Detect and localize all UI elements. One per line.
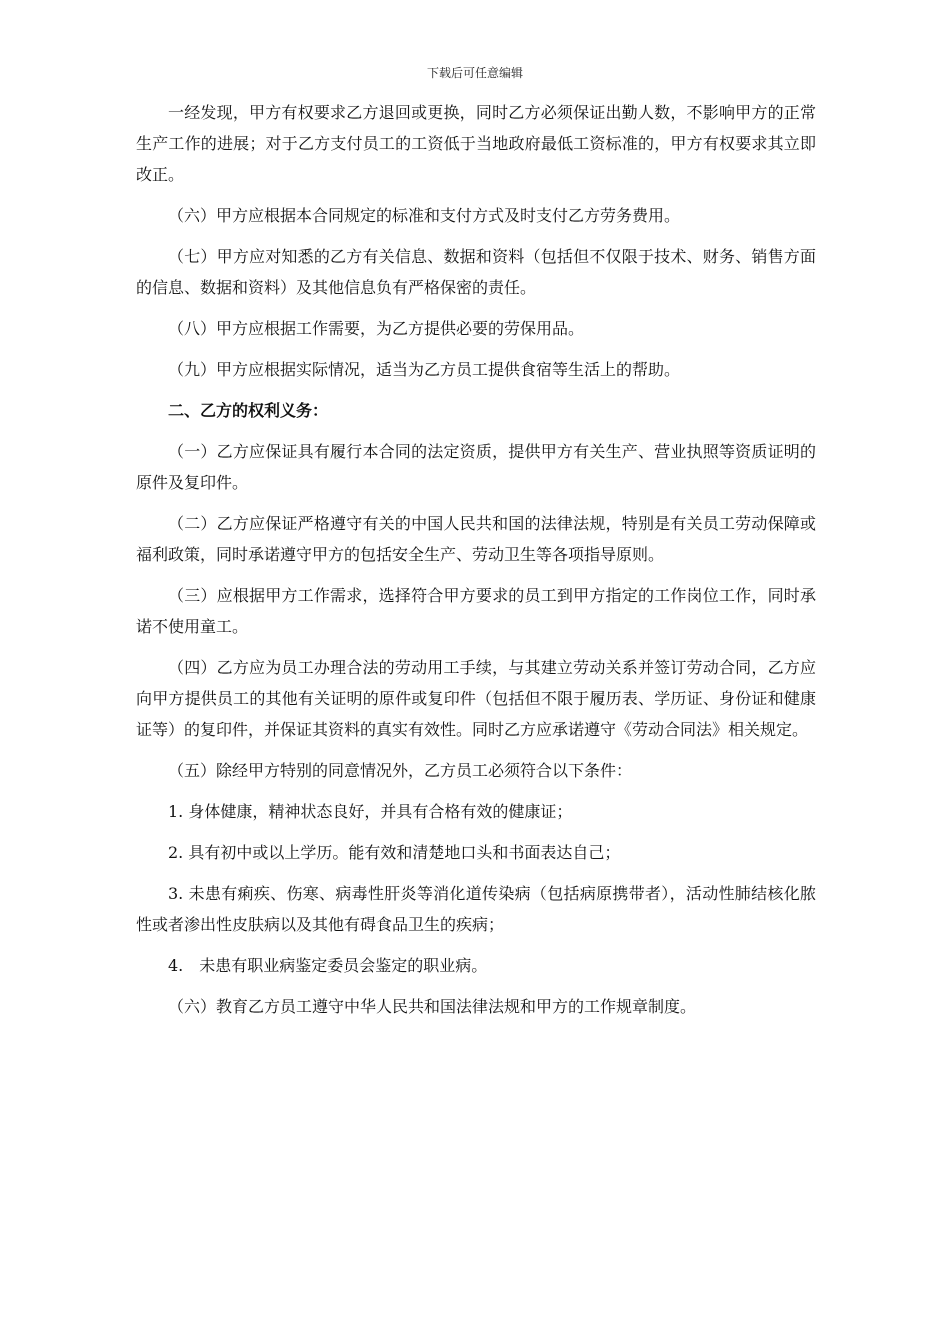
- party-b-clause-3: （三）应根据甲方工作需求，选择符合甲方要求的员工到甲方指定的工作岗位工作，同时承诺不使用童工。: [136, 586, 816, 636]
- page-header-note: 下载后可任意编辑: [426, 66, 523, 80]
- clause-6-payment: （六）甲方应根据本合同规定的标准和支付方式及时支付乙方劳务费用。: [168, 206, 681, 225]
- party-b-clause-6: （六）教育乙方员工遵守中华人民共和国法律法规和甲方的工作规章制度。: [168, 997, 697, 1016]
- condition-item-3: 3. 未患有痢疾、伤寒、病毒性肝炎等消化道传染病（包括病原携带者），活动性肺结核化脓性或者渗出性皮肤病以及其他有碍食品卫生的疾病；: [136, 884, 816, 934]
- paragraph-continuation: 一经发现，甲方有权要求乙方退回或更换，同时乙方必须保证出勤人数，不影响甲方的正常生产工作的进展；对于乙方支付员工的工资低于当地政府最低工资标准的，甲方有权要求其立即改正。: [136, 103, 816, 184]
- party-b-clause-1: （一）乙方应保证具有履行本合同的法定资质，提供甲方有关生产、营业执照等资质证明的原件及复印件。: [136, 442, 816, 492]
- condition-item-1: 1. 身体健康，精神状态良好，并具有合格有效的健康证；: [168, 802, 573, 821]
- clause-8-protective-equipment: （八）甲方应根据工作需要，为乙方提供必要的劳保用品。: [168, 319, 585, 338]
- party-b-clause-5: （五）除经甲方特别的同意情况外，乙方员工必须符合以下条件：: [168, 761, 633, 780]
- condition-item-4: 4. 未患有职业病鉴定委员会鉴定的职业病。: [168, 956, 488, 975]
- party-b-clause-2: （二）乙方应保证严格遵守有关的中国人民共和国的法律法规，特别是有关员工劳动保障或福利政策，同时承诺遵守甲方的包括安全生产、劳动卫生等各项指导原则。: [136, 514, 816, 564]
- document-body: [136, 97, 816, 1022]
- clause-7-confidentiality: （七）甲方应对知悉的乙方有关信息、数据和资料（包括但不仅限于技术、财务、销售方面的信息、数据和资料）及其他信息负有严格保密的责任。: [136, 247, 816, 297]
- clause-9-accommodation: （九）甲方应根据实际情况，适当为乙方员工提供食宿等生活上的帮助。: [168, 360, 681, 379]
- section-heading-party-b: 二、乙方的权利义务：: [168, 401, 329, 420]
- condition-item-2: 2. 具有初中或以上学历。能有效和清楚地口头和书面表达自己；: [168, 843, 621, 862]
- party-b-clause-4: （四）乙方应为员工办理合法的劳动用工手续，与其建立劳动关系并签订劳动合同，乙方应向甲方提供员工的其他有关证明的原件或复印件（包括但不限于履历表、学历证、身份证和健康证等）的复印件，并保证其资料的真实有效性。同时乙方应承诺遵守《劳动合同法》相关规定。: [136, 658, 816, 739]
